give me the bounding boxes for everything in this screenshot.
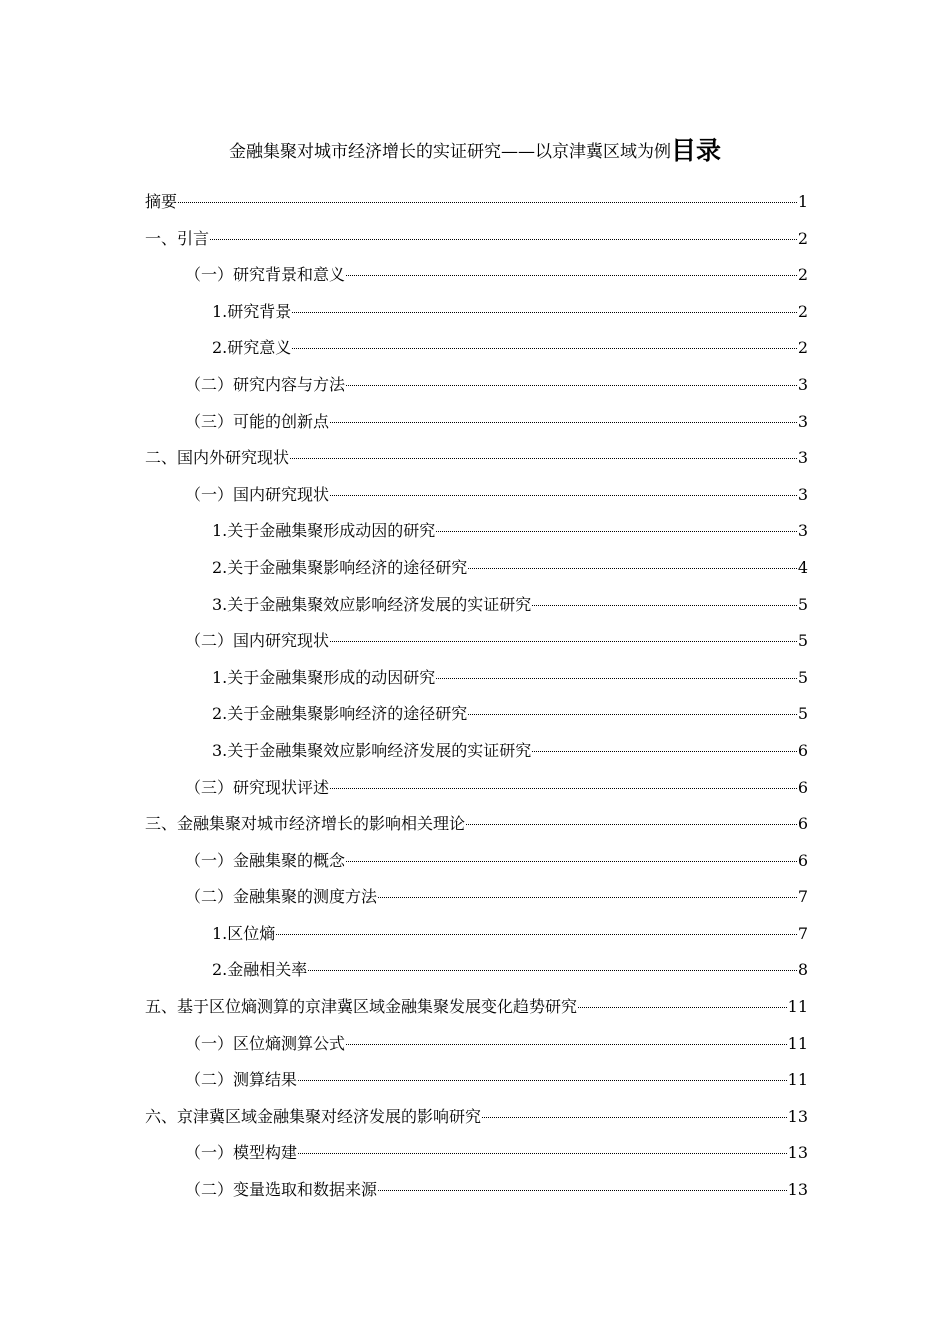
toc-entry-page-number: 2 — [797, 301, 808, 321]
toc-dot-leader — [276, 933, 797, 935]
table-of-contents — [145, 184, 808, 1209]
toc-entry-page-number: 4 — [797, 557, 808, 577]
toc-entry-page-number: 11 — [787, 1070, 808, 1090]
toc-entry[interactable] — [145, 1135, 808, 1172]
toc-dot-leader — [378, 1189, 787, 1191]
toc-dot-leader — [578, 1006, 787, 1008]
toc-entry[interactable] — [145, 696, 808, 733]
toc-entry-page-number: 3 — [797, 374, 808, 394]
toc-dot-leader — [290, 457, 797, 459]
toc-entry-page-number: 5 — [797, 704, 808, 724]
toc-entry[interactable] — [145, 1062, 808, 1099]
toc-dot-leader — [532, 604, 797, 606]
toc-entry-page-number: 5 — [797, 594, 808, 614]
toc-entry-label: （二）国内研究现状 — [185, 631, 330, 651]
toc-entry-page-number: 7 — [797, 887, 808, 907]
toc-entry-page-number: 1 — [797, 192, 808, 211]
toc-entry[interactable] — [145, 733, 808, 770]
toc-entry[interactable] — [145, 440, 808, 477]
toc-entry[interactable] — [145, 1099, 808, 1136]
toc-entry[interactable] — [145, 404, 808, 441]
toc-entry-label: 二、国内外研究现状 — [145, 448, 290, 468]
toc-entry-label: 2.关于金融集聚影响经济的途径研究 — [212, 704, 468, 724]
toc-entry-label: 三、金融集聚对城市经济增长的影响相关理论 — [145, 814, 466, 834]
toc-entry-label: 摘要 — [145, 192, 178, 211]
toc-entry-label: （一）国内研究现状 — [185, 484, 330, 504]
toc-entry-label: （二）测算结果 — [185, 1070, 298, 1090]
toc-entry[interactable] — [145, 843, 808, 880]
toc-entry[interactable] — [145, 477, 808, 514]
toc-dot-leader — [532, 750, 797, 752]
toc-entry-page-number: 13 — [787, 1143, 808, 1163]
toc-entry[interactable] — [145, 879, 808, 916]
toc-entry[interactable] — [145, 330, 808, 367]
toc-entry-label: 3.关于金融集聚效应影响经济发展的实证研究 — [212, 740, 532, 760]
toc-dot-leader — [482, 1116, 787, 1118]
toc-entry-label: 一、引言 — [145, 228, 210, 248]
toc-dot-leader — [378, 896, 797, 898]
toc-entry-label: 1.关于金融集聚形成的动因研究 — [212, 667, 436, 687]
toc-entry[interactable] — [145, 1026, 808, 1063]
toc-dot-leader — [308, 969, 797, 971]
toc-entry[interactable] — [145, 916, 808, 953]
toc-entry-label: （二）金融集聚的测度方法 — [185, 887, 378, 907]
toc-entry-page-number: 8 — [797, 960, 808, 980]
toc-dot-leader — [298, 1079, 787, 1081]
toc-entry-label: 2.关于金融集聚影响经济的途径研究 — [212, 557, 468, 577]
toc-entry[interactable] — [145, 623, 808, 660]
toc-entry[interactable] — [145, 550, 808, 587]
toc-dot-leader — [330, 494, 797, 496]
toc-entry[interactable] — [145, 587, 808, 624]
toc-entry-label: （一）研究背景和意义 — [185, 265, 346, 285]
toc-dot-leader — [346, 274, 797, 276]
toc-entry[interactable] — [145, 989, 808, 1026]
toc-entry[interactable] — [145, 367, 808, 404]
toc-entry-label: （一）金融集聚的概念 — [185, 850, 346, 870]
toc-entry-page-number: 6 — [797, 814, 808, 834]
toc-entry-label: 2.研究意义 — [212, 338, 292, 358]
toc-entry-label: （一）区位熵测算公式 — [185, 1033, 346, 1053]
toc-entry[interactable] — [145, 257, 808, 294]
toc-entry-page-number: 2 — [797, 265, 808, 285]
toc-entry[interactable] — [145, 770, 808, 807]
toc-entry-page-number: 7 — [797, 923, 808, 943]
toc-entry[interactable] — [145, 513, 808, 550]
toc-entry-page-number: 2 — [797, 338, 808, 358]
toc-entry-label: （三）研究现状评述 — [185, 777, 330, 797]
toc-entry-page-number: 3 — [797, 448, 808, 468]
toc-entry-label: （三）可能的创新点 — [185, 411, 330, 431]
toc-dot-leader — [330, 421, 797, 423]
toc-dot-leader — [178, 201, 797, 203]
toc-entry-page-number: 6 — [797, 740, 808, 760]
toc-entry-label: （二）变量选取和数据来源 — [185, 1180, 378, 1200]
toc-entry-label: 1.区位熵 — [212, 923, 276, 943]
toc-entry[interactable] — [145, 952, 808, 989]
toc-dot-leader — [436, 530, 797, 532]
toc-dot-leader — [298, 1152, 787, 1154]
toc-entry-page-number: 13 — [787, 1106, 808, 1126]
toc-dot-leader — [292, 347, 797, 349]
toc-dot-leader — [346, 1043, 787, 1045]
toc-entry-page-number: 5 — [797, 667, 808, 687]
toc-dot-leader — [346, 860, 797, 862]
toc-entry[interactable] — [145, 221, 808, 258]
toc-entry[interactable] — [145, 660, 808, 697]
toc-entry[interactable] — [145, 184, 808, 221]
toc-dot-leader — [346, 384, 797, 386]
toc-entry-page-number: 3 — [797, 521, 808, 541]
toc-entry-page-number: 2 — [797, 228, 808, 248]
toc-dot-leader — [330, 640, 797, 642]
page-title — [0, 136, 950, 167]
toc-entry-label: （二）研究内容与方法 — [185, 374, 346, 394]
toc-dot-leader — [466, 823, 797, 825]
toc-entry-label: 1.关于金融集聚形成动因的研究 — [212, 521, 436, 541]
toc-dot-leader — [330, 787, 797, 789]
toc-dot-leader — [468, 713, 797, 715]
toc-dot-leader — [468, 567, 797, 569]
toc-entry-page-number: 3 — [797, 484, 808, 504]
toc-entry-label: 3.关于金融集聚效应影响经济发展的实证研究 — [212, 594, 532, 614]
title-text: 金融集聚对城市经济增长的实证研究——以京津冀区域为例 — [228, 142, 671, 162]
toc-dot-leader — [292, 311, 797, 313]
toc-entry-page-number: 11 — [787, 997, 808, 1017]
toc-entry-label: 五、基于区位熵测算的京津冀区域金融集聚发展变化趋势研究 — [145, 997, 578, 1017]
toc-entry-page-number: 5 — [797, 631, 808, 651]
toc-dot-leader — [436, 677, 797, 679]
toc-entry-label: 2.金融相关率 — [212, 960, 308, 980]
toc-heading: 目录 — [670, 136, 721, 165]
toc-dot-leader — [210, 238, 797, 240]
toc-entry-page-number: 6 — [797, 850, 808, 870]
toc-entry-label: 1.研究背景 — [212, 301, 292, 321]
toc-entry[interactable] — [145, 1172, 808, 1209]
toc-entry-page-number: 6 — [797, 777, 808, 797]
toc-entry[interactable] — [145, 294, 808, 331]
toc-entry-page-number: 11 — [787, 1033, 808, 1053]
toc-entry-page-number: 13 — [787, 1180, 808, 1200]
toc-entry[interactable] — [145, 806, 808, 843]
toc-entry-page-number: 3 — [797, 411, 808, 431]
toc-entry-label: 六、京津冀区域金融集聚对经济发展的影响研究 — [145, 1106, 482, 1126]
toc-entry-label: （一）模型构建 — [185, 1143, 298, 1163]
